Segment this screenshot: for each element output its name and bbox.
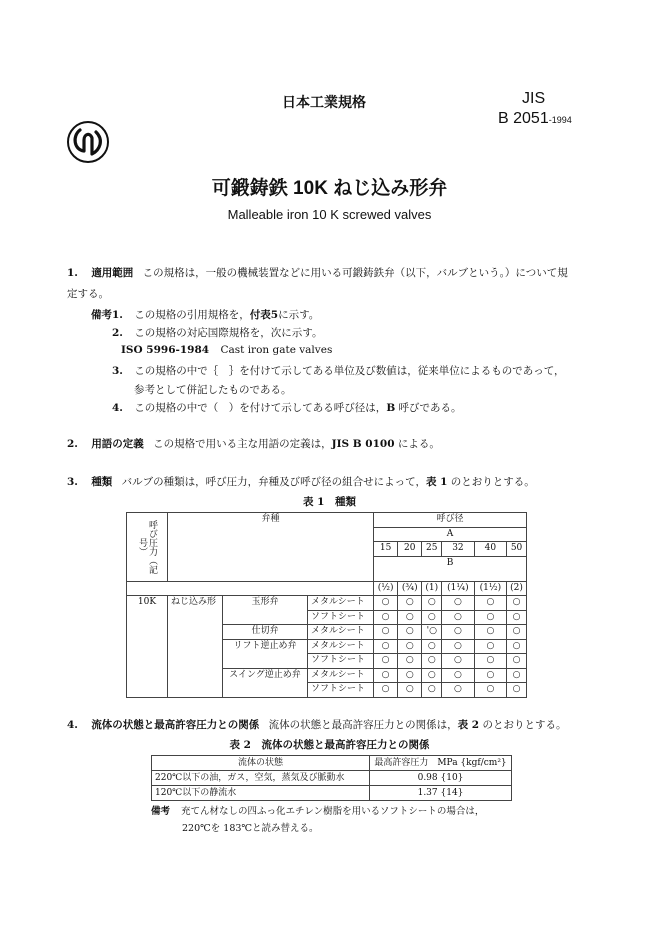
t1-type: リフト逆止め弁 [223, 639, 308, 668]
t1-seat: ソフトシート [308, 610, 374, 625]
t1-b-size: (1½) [474, 581, 506, 596]
table1 [126, 512, 527, 698]
r2-text: この規格の対応国際規格を，次に示す。 [134, 327, 323, 339]
t2-note-line2: 220℃を 183℃と読み替える。 [182, 823, 319, 834]
table1-caption: 表 1 種類 [303, 496, 356, 508]
t1-mark: ○ [442, 610, 474, 625]
remark-4 [112, 400, 462, 415]
t1-b-size: (1¼) [442, 581, 474, 596]
t1-a-size: 50 [507, 542, 527, 557]
t1-mark: ○ [442, 683, 474, 698]
sec2-num: 2. [67, 438, 78, 450]
t1-mark: ○ [474, 596, 506, 611]
iso-title: Cast iron gate valves [220, 344, 333, 356]
r4-text-bold: B [386, 402, 396, 414]
t1-mark: ○ [422, 639, 442, 654]
t1-mark: ○ [422, 610, 442, 625]
title-english: Malleable iron 10 K screwed valves [227, 207, 432, 222]
t2-state: 120℃以下の静流水 [152, 786, 370, 801]
t1-mark: ○ [507, 596, 527, 611]
r3-num: 3. [112, 365, 123, 377]
sec2-line [67, 436, 440, 451]
t1-mark: ○ [507, 654, 527, 669]
t1-a-size: 32 [442, 542, 474, 557]
t1-mark: ○ [398, 668, 422, 683]
sec4-line [67, 717, 566, 732]
t1-b-size: (2) [507, 581, 527, 596]
t2-col-state: 流体の状態 [152, 756, 370, 771]
r2-num: 2. [112, 327, 123, 339]
t1-mark: ○ [374, 596, 398, 611]
sec3-text-bold: 表 1 [425, 476, 448, 488]
sec3-num: 3. [67, 476, 78, 488]
sec1-line1 [67, 265, 568, 280]
t1-mark: ○ [374, 668, 398, 683]
sec3-text-a: バルブの種類は，呼び圧力，弁種及び呼び径の組合せによって， [121, 476, 426, 488]
t1-mark: ○ [398, 596, 422, 611]
r1-text-b: に示す。 [278, 309, 320, 321]
t1-seat: メタルシート [308, 668, 374, 683]
sec4-num: 4. [67, 719, 78, 731]
t1-mark: ○ [507, 639, 527, 654]
t1-mark: ○ [398, 610, 422, 625]
t1-b-size: (½) [374, 581, 398, 596]
t1-mark: ○ [442, 625, 474, 640]
t1-mark: ○ [398, 625, 422, 640]
t1-mark: ○ [442, 654, 474, 669]
t1-b-size: (¾) [398, 581, 422, 596]
t1-type: スイング逆止め弁 [223, 668, 308, 697]
t1-a-size: 25 [422, 542, 442, 557]
sec1-num: 1. [67, 267, 78, 279]
t1-pressure-header-text: 呼び圧力（記号） [137, 519, 157, 574]
r4-num: 4. [112, 402, 123, 414]
t1-pad [168, 581, 374, 596]
sec3-heading: 種類 [91, 476, 113, 488]
remark-2 [112, 325, 322, 340]
t1-mark: ○ [442, 596, 474, 611]
iso-code: ISO 5996-1984 [121, 344, 210, 356]
t2-pressure: 0.98 {10} [370, 771, 512, 786]
t1-seat: メタルシート [308, 639, 374, 654]
t1-size-header: 呼び径 [374, 513, 527, 528]
t2-col-pressure: 最高許容圧力 MPa {kgf/cm²} [370, 756, 512, 771]
t1-valve-header: 弁種 [168, 513, 374, 582]
t1-mark: ○ [507, 668, 527, 683]
t1-label-a: A [374, 527, 527, 542]
t2-note-text1: 充てん材なしの四ふっ化エチレン樹脂を用いるソフトシートの場合は， [181, 806, 485, 817]
sec3-line [67, 474, 535, 489]
sec2-text-bold: JIS B 0100 [331, 438, 395, 450]
t1-pad [127, 581, 168, 596]
t1-mark: ○ [507, 625, 527, 640]
t1-mark: ○ [442, 639, 474, 654]
r1-text-a: この規格の引用規格を， [134, 309, 250, 321]
header-jis: JIS [522, 90, 546, 107]
table2 [151, 755, 512, 801]
t1-mark: ○ [507, 683, 527, 698]
header-std-number [498, 110, 572, 128]
t1-mark: ○ [398, 683, 422, 698]
t1-mark: ○ [374, 625, 398, 640]
r3-line1: この規格の中で｛ ｝を付けて示してある単位及び数値は，従来単位によるものであって， [134, 365, 565, 377]
t1-mark: ○ [422, 683, 442, 698]
t1-b-block [374, 556, 527, 581]
t1-mark: ○ [474, 654, 506, 669]
sec4-text-b: のとおりとする。 [479, 719, 567, 731]
t1-mark: ○ [474, 668, 506, 683]
header-org: 日本工業規格 [282, 94, 366, 110]
t1-mark: '○ [422, 625, 442, 640]
sec1-heading: 適用範囲 [91, 267, 134, 279]
t1-mark: ○ [474, 610, 506, 625]
t2-note-line1 [151, 803, 484, 817]
t1-seat: ソフトシート [308, 654, 374, 669]
t1-mark: ○ [474, 639, 506, 654]
remark-3 [112, 363, 565, 378]
t1-a-size: 20 [398, 542, 422, 557]
t1-a-size: 40 [474, 542, 506, 557]
t1-mark: ○ [422, 654, 442, 669]
sec3-text-b: のとおりとする。 [447, 476, 535, 488]
t1-connection: ねじ込み形 [168, 596, 223, 698]
remarks-label: 備考 [91, 309, 112, 321]
t1-mark: ○ [374, 683, 398, 698]
t2-note-label: 備考 [151, 806, 171, 817]
t1-type: 玉形弁 [223, 596, 308, 625]
sec1-text-line1: この規格は，一般の機械装置などに用いる可鍛鋳鉄弁（以下，バルブという。）について規 [142, 267, 568, 279]
sec2-text-b: による。 [394, 438, 440, 450]
r4-text-b: 呼びである。 [395, 402, 462, 414]
t1-mark: ○ [374, 639, 398, 654]
t1-mark: ○ [374, 654, 398, 669]
sec2-text-a: この規格で用いる主な用語の定義は， [153, 438, 332, 450]
r1-text-bold: 付表5 [249, 309, 279, 321]
t2-state: 220℃以下の油，ガス，空気，蒸気及び脈動水 [152, 771, 370, 786]
t1-pressure: 10K [127, 596, 168, 698]
t1-mark: ○ [374, 610, 398, 625]
t1-pressure-header [127, 513, 168, 582]
sec1-text-line2: 定する。 [67, 288, 109, 300]
iso-reference [121, 344, 332, 356]
t1-mark: ○ [507, 610, 527, 625]
remark-1 [91, 307, 319, 322]
t1-mark: ○ [474, 683, 506, 698]
t1-seat: メタルシート [308, 625, 374, 640]
table2-caption: 表 2 流体の状態と最高許容圧力との関係 [229, 739, 430, 751]
t1-b-size: (1) [422, 581, 442, 596]
jis-mark-logo-icon [66, 120, 110, 164]
t1-type: 仕切弁 [223, 625, 308, 640]
r3-line2: 参考として併記したものである。 [134, 384, 292, 396]
t1-mark: ○ [442, 668, 474, 683]
t1-mark: ○ [422, 596, 442, 611]
std-year: -1994 [548, 115, 572, 125]
t1-seat: ソフトシート [308, 683, 374, 698]
t1-mark: ○ [422, 668, 442, 683]
r4-text-a: この規格の中で（ ）を付けて示してある呼び径は， [134, 402, 387, 414]
t1-mark: ○ [398, 654, 422, 669]
t2-pressure: 1.37 {14} [370, 786, 512, 801]
r1-num: 1. [112, 309, 123, 321]
sec4-text-a: 流体の状態と最高許容圧力との関係は， [268, 719, 458, 731]
sec2-heading: 用語の定義 [91, 438, 144, 450]
sec4-text-bold: 表 2 [457, 719, 480, 731]
sec4-heading: 流体の状態と最高許容圧力との関係 [91, 719, 260, 731]
t1-mark: ○ [398, 639, 422, 654]
t1-mark: ○ [474, 625, 506, 640]
t1-a-size: 15 [374, 542, 398, 557]
t1-seat: メタルシート [308, 596, 374, 611]
std-no: B 2051 [498, 110, 549, 127]
t1-label-b: B [446, 557, 454, 568]
title-japanese: 可鍛鋳鉄 10K ねじ込み形弁 [211, 178, 448, 199]
